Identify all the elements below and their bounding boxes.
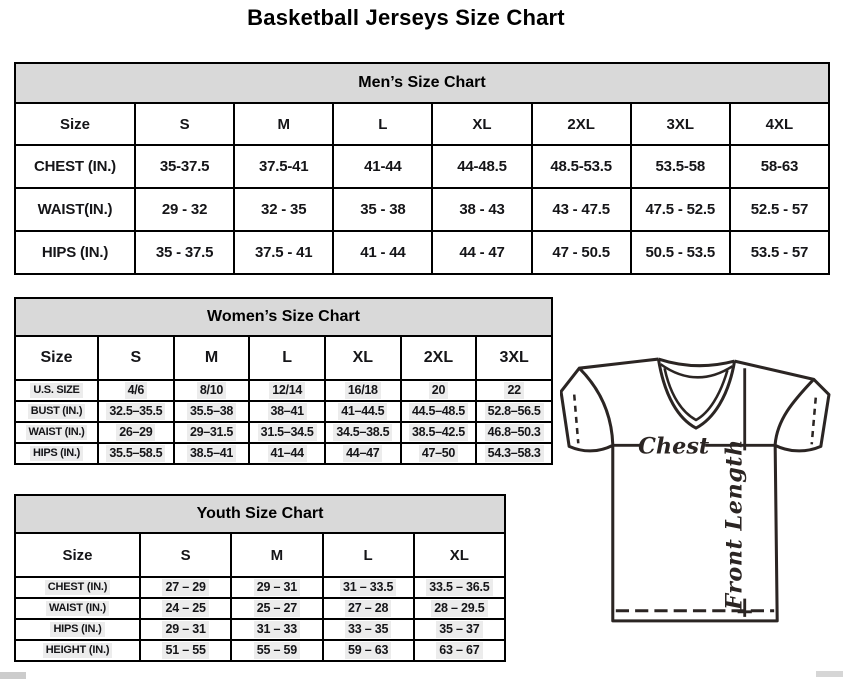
vneck-inner <box>665 368 728 420</box>
size-value-cell <box>476 401 552 422</box>
highlighted-text: 52.8–56.5 <box>485 403 544 419</box>
column-header: M <box>174 336 250 380</box>
size-value-cell <box>231 640 322 661</box>
youth-size-chart <box>14 494 506 662</box>
highlighted-text: 47–50 <box>419 445 458 461</box>
row-label: HIPS (IN.) <box>15 231 135 274</box>
size-value-cell <box>414 619 505 640</box>
highlighted-text: 55 – 59 <box>254 642 300 658</box>
highlighted-text: 34.5–38.5 <box>333 424 392 440</box>
size-value-cell: 44-48.5 <box>432 145 531 188</box>
highlighted-text: 4/6 <box>125 382 147 398</box>
size-value-cell <box>174 380 250 401</box>
column-header: S <box>135 103 234 145</box>
column-header: 2XL <box>401 336 477 380</box>
highlighted-text: HEIGHT (IN.) <box>43 643 113 657</box>
column-header: XL <box>432 103 531 145</box>
mens-table <box>14 102 830 275</box>
highlighted-text: 27 – 29 <box>162 579 208 595</box>
size-value-cell <box>249 422 325 443</box>
highlighted-text: 35 – 37 <box>436 621 482 637</box>
size-value-cell: 29 - 32 <box>135 188 234 231</box>
highlighted-text: BUST (IN.) <box>28 404 85 418</box>
size-value-cell: 53.5-58 <box>631 145 730 188</box>
size-value-cell <box>249 380 325 401</box>
column-header: XL <box>414 533 505 577</box>
row-label <box>15 401 98 422</box>
size-value-cell: 43 - 47.5 <box>532 188 631 231</box>
mens-size-chart <box>14 62 830 275</box>
size-value-cell: 37.5-41 <box>234 145 333 188</box>
column-header: S <box>140 533 231 577</box>
size-value-cell <box>140 640 231 661</box>
size-value-cell <box>323 640 414 661</box>
size-value-cell <box>140 619 231 640</box>
size-value-cell <box>98 380 174 401</box>
highlighted-text: 31.5–34.5 <box>258 424 317 440</box>
size-value-cell: 47.5 - 52.5 <box>631 188 730 231</box>
page-title: Basketball Jerseys Size Chart <box>247 5 565 30</box>
size-value-cell <box>401 443 477 464</box>
size-value-cell <box>174 422 250 443</box>
size-value-cell <box>476 422 552 443</box>
column-header: L <box>249 336 325 380</box>
row-label <box>15 640 140 661</box>
size-value-cell <box>231 619 322 640</box>
size-value-cell <box>401 422 477 443</box>
highlighted-text: 28 – 29.5 <box>431 600 487 616</box>
column-header: 4XL <box>730 103 829 145</box>
size-header-row <box>15 533 505 577</box>
size-value-cell <box>174 401 250 422</box>
column-header: Size <box>15 103 135 145</box>
column-header: L <box>323 533 414 577</box>
row-label <box>15 619 140 640</box>
size-header-row <box>15 336 552 380</box>
table-row <box>15 443 552 464</box>
size-value-cell <box>325 422 401 443</box>
womens-table <box>14 335 553 465</box>
chest-label: Chest <box>638 433 710 460</box>
table-row <box>15 640 505 661</box>
collar-top-arc <box>658 359 734 366</box>
jersey-diagram <box>560 356 832 626</box>
highlighted-text: 41–44 <box>268 445 307 461</box>
size-value-cell <box>476 380 552 401</box>
size-value-cell: 48.5-53.5 <box>532 145 631 188</box>
highlighted-text: HIPS (IN.) <box>30 446 83 460</box>
highlighted-text: 59 – 63 <box>345 642 391 658</box>
highlighted-text: U.S. SIZE <box>30 383 82 397</box>
highlighted-text: 41–44.5 <box>338 403 387 419</box>
table-row <box>15 422 552 443</box>
row-label: CHEST (IN.) <box>15 145 135 188</box>
highlighted-text: 12/14 <box>269 382 305 398</box>
size-value-cell <box>249 443 325 464</box>
size-value-cell <box>323 619 414 640</box>
highlighted-text: 22 <box>504 382 523 398</box>
row-label <box>15 443 98 464</box>
highlighted-text: CHEST (IN.) <box>45 580 111 594</box>
row-label: WAIST(IN.) <box>15 188 135 231</box>
row-label <box>15 577 140 598</box>
highlighted-text: 46.8–50.3 <box>485 424 544 440</box>
column-header: S <box>98 336 174 380</box>
mens-table-title: Men’s Size Chart <box>14 62 830 102</box>
column-header: Size <box>15 533 140 577</box>
highlighted-text: 32.5–35.5 <box>106 403 165 419</box>
highlighted-text: 35.5–38 <box>187 403 236 419</box>
highlighted-text: 44–47 <box>343 445 382 461</box>
highlighted-text: 20 <box>429 382 448 398</box>
size-value-cell: 41 - 44 <box>333 231 432 274</box>
size-value-cell <box>325 443 401 464</box>
highlighted-text: 63 – 67 <box>436 642 482 658</box>
highlighted-text: 38.5–42.5 <box>409 424 468 440</box>
size-header-row <box>15 103 829 145</box>
highlighted-text: 31 – 33.5 <box>340 579 396 595</box>
table-row <box>15 188 829 231</box>
highlighted-text: WAIST (IN.) <box>46 601 109 615</box>
column-header: 2XL <box>532 103 631 145</box>
size-value-cell <box>231 598 322 619</box>
highlighted-text: 27 – 28 <box>345 600 391 616</box>
size-value-cell <box>401 401 477 422</box>
size-value-cell <box>325 380 401 401</box>
highlighted-text: 25 – 27 <box>254 600 300 616</box>
highlighted-text: 29 – 31 <box>162 621 208 637</box>
size-value-cell: 53.5 - 57 <box>730 231 829 274</box>
column-header: 3XL <box>631 103 730 145</box>
row-label <box>15 598 140 619</box>
size-value-cell <box>401 380 477 401</box>
highlighted-text: 54.3–58.3 <box>485 445 544 461</box>
size-value-cell: 35 - 37.5 <box>135 231 234 274</box>
size-value-cell <box>98 422 174 443</box>
front-length-label: Front Length <box>721 439 748 610</box>
highlighted-text: WAIST (IN.) <box>26 425 88 439</box>
size-value-cell <box>98 401 174 422</box>
size-value-cell <box>98 443 174 464</box>
column-header: XL <box>325 336 401 380</box>
table-row <box>15 401 552 422</box>
size-value-cell: 32 - 35 <box>234 188 333 231</box>
size-value-cell <box>323 577 414 598</box>
left-cuff-dashed-line <box>574 395 578 444</box>
highlighted-text: 29 – 31 <box>254 579 300 595</box>
table-row <box>15 577 505 598</box>
size-value-cell <box>414 577 505 598</box>
highlighted-text: 38–41 <box>268 403 307 419</box>
highlighted-text: 24 – 25 <box>162 600 208 616</box>
highlighted-text: 33 – 35 <box>345 621 391 637</box>
womens-size-chart <box>14 297 553 465</box>
size-value-cell: 38 - 43 <box>432 188 531 231</box>
column-header: M <box>231 533 322 577</box>
scrollbar-fragment-left[interactable] <box>0 672 26 679</box>
size-value-cell: 41-44 <box>333 145 432 188</box>
size-value-cell: 44 - 47 <box>432 231 531 274</box>
size-value-cell <box>323 598 414 619</box>
size-value-cell <box>140 598 231 619</box>
size-value-cell <box>414 640 505 661</box>
highlighted-text: 51 – 55 <box>162 642 208 658</box>
size-value-cell: 58-63 <box>730 145 829 188</box>
highlighted-text: 8/10 <box>197 382 226 398</box>
highlighted-text: 26–29 <box>116 424 155 440</box>
table-row <box>15 231 829 274</box>
size-value-cell: 37.5 - 41 <box>234 231 333 274</box>
table-row <box>15 145 829 188</box>
table-row <box>15 380 552 401</box>
scrollbar-fragment-right[interactable] <box>816 671 843 677</box>
womens-table-title: Women’s Size Chart <box>14 297 553 335</box>
right-armhole-seam <box>775 379 814 444</box>
row-label <box>15 380 98 401</box>
size-value-cell: 35 - 38 <box>333 188 432 231</box>
youth-table-title: Youth Size Chart <box>14 494 506 532</box>
highlighted-text: 29–31.5 <box>187 424 236 440</box>
size-value-cell <box>414 598 505 619</box>
size-value-cell <box>325 401 401 422</box>
size-value-cell <box>231 577 322 598</box>
column-header: Size <box>15 336 98 380</box>
highlighted-text: HIPS (IN.) <box>50 622 104 636</box>
highlighted-text: 31 – 33 <box>254 621 300 637</box>
size-value-cell: 52.5 - 57 <box>730 188 829 231</box>
column-header: L <box>333 103 432 145</box>
column-header: M <box>234 103 333 145</box>
table-row <box>15 619 505 640</box>
left-armhole-seam <box>579 368 612 444</box>
row-label <box>15 422 98 443</box>
youth-table <box>14 532 506 662</box>
table-row <box>15 598 505 619</box>
column-header: 3XL <box>476 336 552 380</box>
size-value-cell: 35-37.5 <box>135 145 234 188</box>
size-value-cell <box>174 443 250 464</box>
size-value-cell <box>249 401 325 422</box>
highlighted-text: 16/18 <box>345 382 381 398</box>
highlighted-text: 38.5–41 <box>187 445 236 461</box>
highlighted-text: 35.5–58.5 <box>106 445 165 461</box>
highlighted-text: 33.5 – 36.5 <box>426 579 492 595</box>
size-value-cell <box>140 577 231 598</box>
highlighted-text: 44.5–48.5 <box>409 403 468 419</box>
size-value-cell: 47 - 50.5 <box>532 231 631 274</box>
right-cuff-dashed-line <box>812 398 816 445</box>
size-value-cell: 50.5 - 53.5 <box>631 231 730 274</box>
size-value-cell <box>476 443 552 464</box>
